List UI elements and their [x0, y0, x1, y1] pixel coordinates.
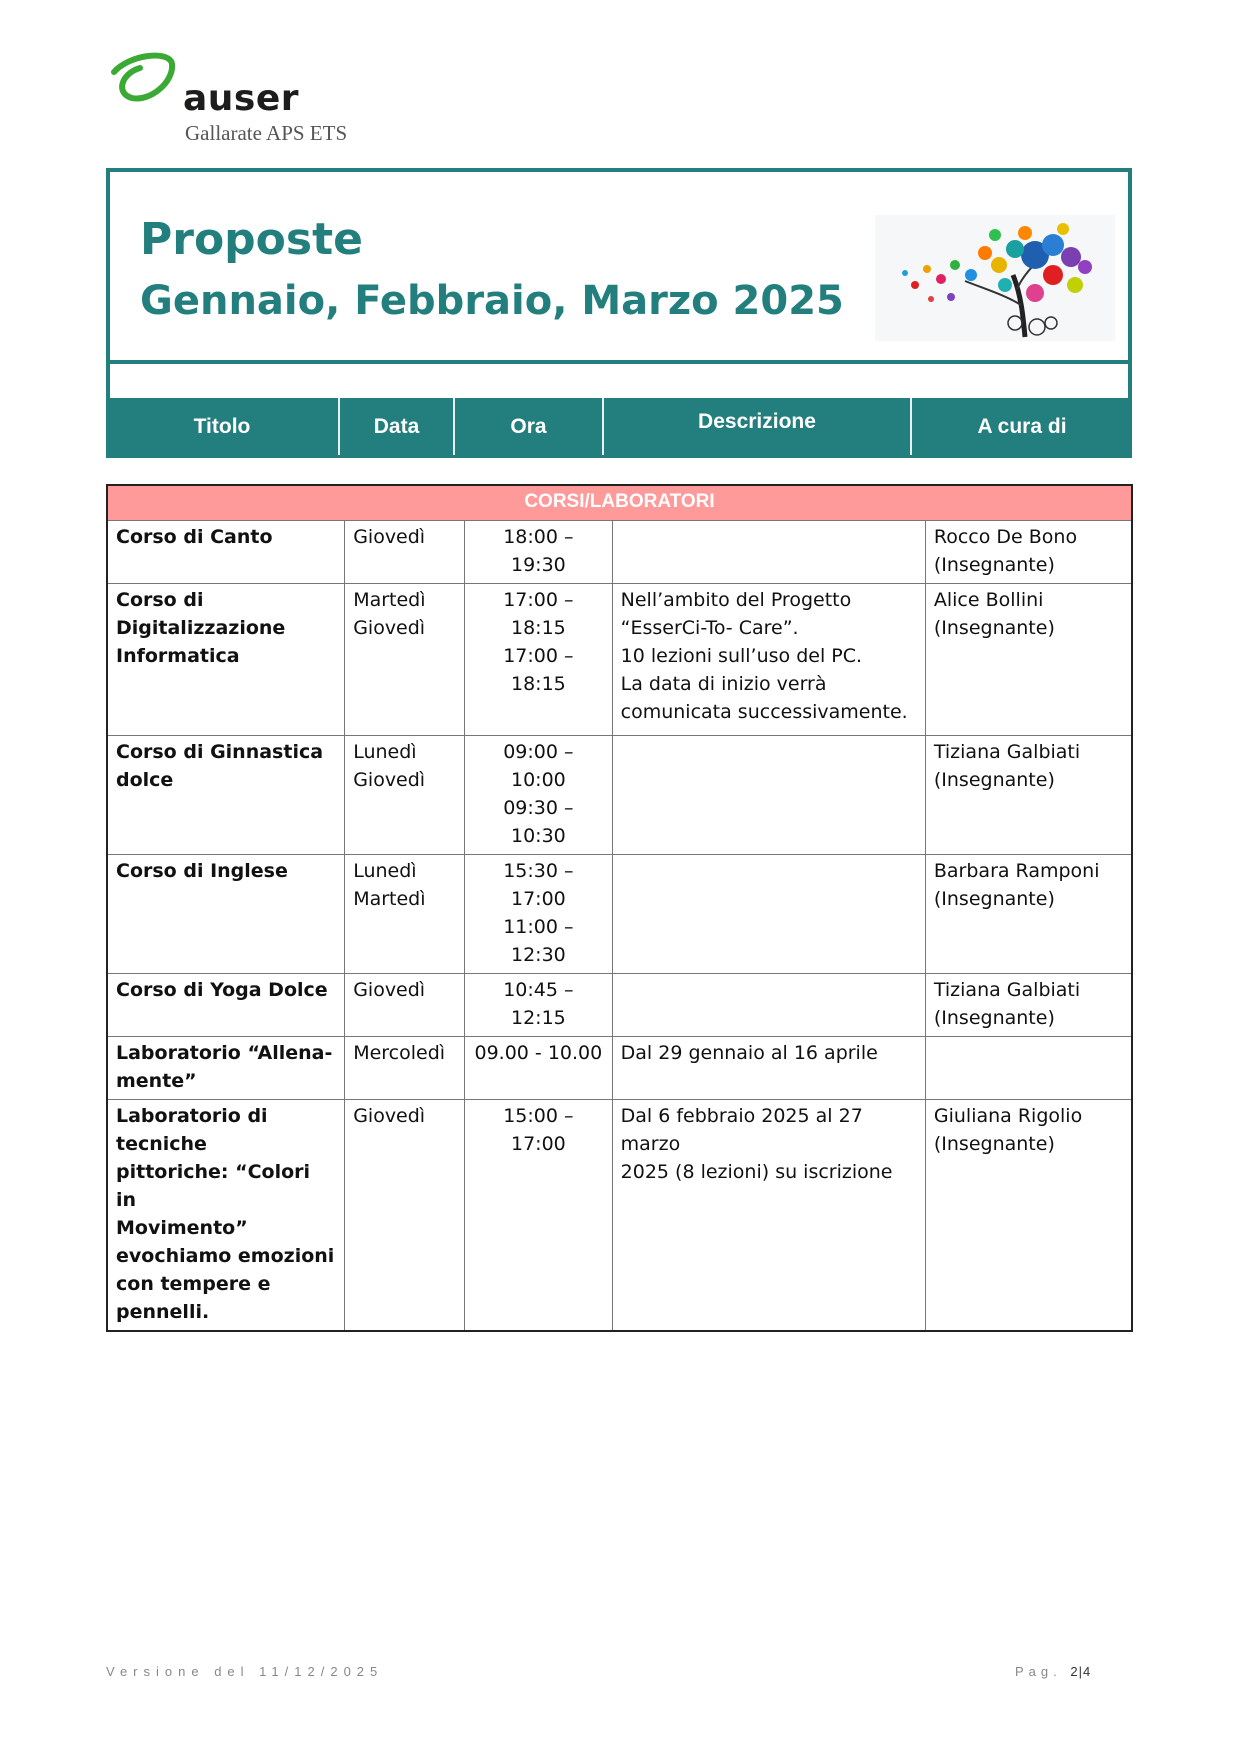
- column-header-titolo: Titolo: [106, 398, 340, 455]
- cell-time-line: 10:45 – 12:15: [503, 979, 574, 1029]
- cell-description: [612, 521, 925, 584]
- section-band: [107, 485, 1132, 521]
- cell-a-cura-di-line: Barbara Ramponi: [933, 860, 1100, 882]
- cell-description: [612, 974, 925, 1037]
- cell-description-line: Nell’ambito del Progetto: [620, 589, 852, 611]
- cell-a-cura-di-line: Tiziana Galbiati: [933, 979, 1081, 1001]
- cell-time-line: 17:00 – 18:15: [503, 645, 574, 695]
- cell-a-cura-di-line: (Insegnante): [933, 888, 1055, 910]
- cell-title: [107, 855, 345, 974]
- cell-date: [345, 1037, 465, 1100]
- cell-title-line: pittoriche: “Colori in: [116, 1161, 311, 1211]
- cell-date-line: Giovedì: [353, 1105, 426, 1127]
- auser-logo: [110, 52, 380, 147]
- table-row: [107, 974, 1132, 1037]
- column-header-descrizione: Descrizione: [604, 398, 912, 455]
- cell-title: [107, 521, 345, 584]
- cell-date-line: Martedì: [353, 589, 426, 611]
- cell-time-line: 09:30 – 10:30: [503, 797, 574, 847]
- cell-a-cura-di: [925, 855, 1132, 974]
- table-row: [107, 1037, 1132, 1100]
- cell-title-line: con tempere e: [116, 1273, 271, 1295]
- column-header-ora: Ora: [455, 398, 604, 455]
- table-row: [107, 736, 1132, 855]
- cell-description: [612, 1100, 925, 1332]
- cell-title: [107, 1037, 345, 1100]
- cell-a-cura-di-line: Rocco De Bono: [933, 526, 1078, 548]
- section-label: CORSI/LABORATORI: [107, 485, 1132, 521]
- hands-tree-icon: [875, 215, 1115, 341]
- cell-time: [465, 584, 613, 736]
- cell-a-cura-di-line: (Insegnante): [933, 769, 1055, 791]
- cell-a-cura-di-line: (Insegnante): [933, 617, 1055, 639]
- cell-date: [345, 855, 465, 974]
- cell-title-line: Corso di Canto: [116, 526, 273, 548]
- cell-a-cura-di-line: Giuliana Rigolio: [933, 1105, 1083, 1127]
- cell-title-line: Corso di Ginnastica: [116, 741, 324, 763]
- column-header-bar: [106, 398, 1132, 458]
- cell-title-line: Movimento”: [116, 1217, 248, 1239]
- cell-date-line: Giovedì: [353, 617, 426, 639]
- table-row: [107, 584, 1132, 736]
- cell-description-line: 2025 (8 lezioni) su iscrizione: [620, 1161, 893, 1183]
- cell-description: [612, 584, 925, 736]
- cell-a-cura-di: [925, 736, 1132, 855]
- page-subtitle: Gennaio, Febbraio, Marzo 2025: [140, 278, 844, 324]
- cell-title-line: mente”: [116, 1070, 197, 1092]
- cell-time: [465, 521, 613, 584]
- cell-title: [107, 1100, 345, 1332]
- cell-time: [465, 974, 613, 1037]
- cell-a-cura-di: [925, 974, 1132, 1037]
- table-row: [107, 855, 1132, 974]
- cell-a-cura-di-line: Tiziana Galbiati: [933, 741, 1081, 763]
- cell-title: [107, 736, 345, 855]
- cell-date-line: Giovedì: [353, 526, 426, 548]
- cell-date: [345, 736, 465, 855]
- cell-date: [345, 1100, 465, 1332]
- cell-title-line: Corso di Yoga Dolce: [116, 979, 328, 1001]
- cell-time-line: 09:00 – 10:00: [503, 741, 574, 791]
- cell-a-cura-di-line: (Insegnante): [933, 1133, 1055, 1155]
- cell-time: [465, 855, 613, 974]
- cell-time: [465, 736, 613, 855]
- page-title: Proposte: [140, 214, 363, 265]
- cell-date-line: Giovedì: [353, 979, 426, 1001]
- logo-subtitle: Gallarate APS ETS: [185, 121, 348, 145]
- cell-a-cura-di: [925, 521, 1132, 584]
- cell-time-line: 17:00 – 18:15: [503, 589, 574, 639]
- cell-date-line: Martedì: [353, 888, 426, 910]
- cell-date: [345, 521, 465, 584]
- table-row: [107, 521, 1132, 584]
- cell-a-cura-di: [925, 584, 1132, 736]
- cell-time-line: 18:00 – 19:30: [503, 526, 574, 576]
- cell-description-line: Dal 6 febbraio 2025 al 27 marzo: [620, 1105, 863, 1155]
- page-label: Pag.: [1015, 1664, 1062, 1679]
- cell-title: [107, 584, 345, 736]
- cell-time-line: 11:00 – 12:30: [503, 916, 574, 966]
- cell-title-line: Informatica: [116, 645, 240, 667]
- cell-time-line: 15:30 – 17:00: [503, 860, 574, 910]
- cell-title-line: Digitalizzazione: [116, 617, 286, 639]
- header-spacer: [106, 364, 1132, 398]
- cell-description: [612, 736, 925, 855]
- cell-date: [345, 974, 465, 1037]
- cell-date-line: Lunedì: [353, 860, 417, 882]
- cell-time-line: 15:00 – 17:00: [503, 1105, 574, 1155]
- version-footer: Versione del 11/12/2025: [106, 1664, 384, 1679]
- cell-a-cura-di-line: Alice Bollini: [933, 589, 1044, 611]
- cell-description-line: “EsserCi-To- Care”.: [620, 617, 799, 639]
- cell-time-line: 09.00 - 10.00: [474, 1042, 603, 1064]
- cell-a-cura-di-line: (Insegnante): [933, 554, 1055, 576]
- cell-description: [612, 855, 925, 974]
- cell-title: [107, 974, 345, 1037]
- cell-date: [345, 584, 465, 736]
- header-box: [106, 168, 1132, 364]
- cell-title-line: evochiamo emozioni: [116, 1245, 335, 1267]
- cell-title-line: pennelli.: [116, 1301, 210, 1323]
- cell-description-line: comunicata successivamente.: [620, 701, 908, 723]
- page-footer: [1015, 1664, 1091, 1679]
- courses-table: [106, 484, 1133, 1332]
- cell-date-line: Lunedì: [353, 741, 417, 763]
- cell-title-line: Laboratorio “Allena-: [116, 1042, 333, 1064]
- column-header-data: Data: [340, 398, 455, 455]
- table-row: [107, 1100, 1132, 1332]
- cell-title-line: Corso di Inglese: [116, 860, 288, 882]
- cell-description-line: 10 lezioni sull’uso del PC.: [620, 645, 863, 667]
- cell-date-line: Mercoledì: [353, 1042, 446, 1064]
- cell-a-cura-di-line: (Insegnante): [933, 1007, 1055, 1029]
- cell-description-line: La data di inizio verrà: [620, 673, 827, 695]
- cell-time: [465, 1100, 613, 1332]
- cell-description-line: Dal 29 gennaio al 16 aprile: [620, 1042, 878, 1064]
- cell-a-cura-di: [925, 1037, 1132, 1100]
- column-header-a-cura-di: A cura di: [977, 414, 1067, 438]
- logo-wordmark: auser: [183, 78, 300, 119]
- cell-title-line: dolce: [116, 769, 174, 791]
- cell-time: [465, 1037, 613, 1100]
- cell-title-line: Laboratorio di tecniche: [116, 1105, 268, 1155]
- page-number: 2|4: [1070, 1664, 1092, 1679]
- cell-description: [612, 1037, 925, 1100]
- cell-date-line: Giovedì: [353, 769, 426, 791]
- cell-title-line: Corso di: [116, 589, 204, 611]
- cell-a-cura-di: [925, 1100, 1132, 1332]
